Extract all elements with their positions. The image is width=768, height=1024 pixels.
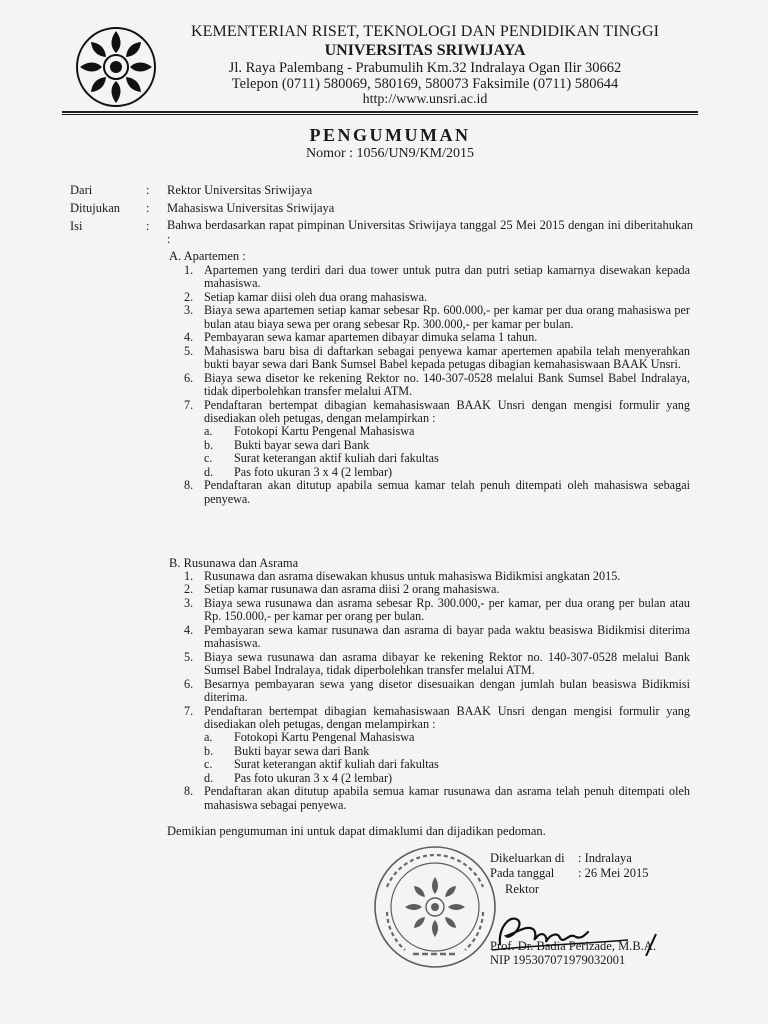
intro-paragraph: Bahwa berdasarkan rapat pimpinan Universitas Sriwijaya tanggal 25 Mei 2015 dengan ini diberitahukan : xyxy=(167,218,693,246)
attachment-item: c. Surat keterangan aktif kuliah dari fakultas xyxy=(204,451,439,466)
signatory-role: Rektor xyxy=(505,882,540,896)
list-item: 2. Setiap kamar diisi oleh dua orang mahasiswa. xyxy=(184,289,428,304)
list-item: 3. Biaya sewa apartemen setiap kamar sebesar Rp. 600.000,- per kamar per dua orang mahasiswa per bulan atau biaya sewa per orang sebesar Rp. 300.000,- per kamar per bulan. xyxy=(184,303,690,331)
attachment-item: a. Fotokopi Kartu Pengenal Mahasiswa xyxy=(204,424,415,439)
section-a-list xyxy=(184,264,690,506)
meta-label-content: Isi xyxy=(70,219,83,233)
list-item: 1. Apartemen yang terdiri dari dua tower untuk putra dan putri setiap kamarnya disewakan kepada mahasiswa. xyxy=(184,263,690,291)
issued-place-label: Dikeluarkan di xyxy=(490,851,565,865)
attachment-item: c. Surat keterangan aktif kuliah dari fakultas xyxy=(204,757,439,772)
official-stamp xyxy=(365,842,505,972)
list-item: 7. Pendaftaran bertempat dibagian kemahasiswaan BAAK Unsri dengan mengisi formulir yang disediakan oleh petugas, dengan melampirkan : a. Fotokopi Kartu Pengenal Mahasiswa b. Bukti bayar sewa dari Bank c. Surat keterangan aktif kuliah dari fakultas d. Pas foto ukuran 3 x 4 (2 lembar) xyxy=(184,397,690,479)
meta-colon: : xyxy=(146,219,150,233)
letterhead-phone: Telepon (0711) 580069, 580169, 580073 Faksimile (0711) 580644 xyxy=(231,76,619,92)
letterhead-divider-thin xyxy=(62,114,698,115)
attachment-item: d. Pas foto ukuran 3 x 4 (2 lembar) xyxy=(204,464,393,479)
meta-label-to: Ditujukan xyxy=(70,201,120,215)
meta-colon: : xyxy=(146,183,150,197)
list-item: 7. Pendaftaran bertempat dibagian kemahasiswaan BAAK Unsri dengan mengisi formulir yang disediakan oleh petugas, dengan melampirkan : a. Fotokopi Kartu Pengenal Mahasiswa b. Bukti bayar sewa dari Bank c. Surat keterangan aktif kuliah dari fakultas d. Pas foto ukuran 3 x 4 (2 lembar) xyxy=(184,703,690,785)
signatory-nip: NIP 195307071979032001 xyxy=(490,953,626,967)
letterhead-website: http://www.unsri.ac.id xyxy=(362,92,488,107)
list-item: 2. Setiap kamar rusunawa dan asrama diisi 2 orang mahasiswa. xyxy=(184,582,500,597)
section-b-list xyxy=(184,570,690,812)
list-item: 5. Mahasiswa baru bisa di daftarkan sebagai penyewa kamar apertemen apabila telah menyerahkan bukti bayar sewa dari Bank Sumsel Babel kepada petugas dibagian kemahasiswaan BAAK Unsri. xyxy=(184,343,690,372)
document-title: PENGUMUMAN xyxy=(309,125,471,145)
list-item: 8. Pendaftaran akan ditutup apabila semua kamar telah penuh ditempati oleh mahasiswa sebagai penyewa. xyxy=(184,478,690,506)
section-b-heading: B. Rusunawa dan Asrama xyxy=(169,556,299,570)
signatory-name: Prof. Dr. Badia Perizade, M.B.A. xyxy=(490,939,656,953)
list-item: 1. Rusunawa dan asrama disewakan khusus untuk mahasiswa Bidikmisi angkatan 2015. xyxy=(184,569,621,583)
issued-date-value: : 26 Mei 2015 xyxy=(578,866,649,880)
attachment-item: b. Bukti bayar sewa dari Bank xyxy=(204,437,370,452)
letterhead-address: Jl. Raya Palembang - Prabumulih Km.32 Indralaya Ogan Ilir 30662 xyxy=(228,60,622,76)
list-item: 6. Besarnya pembayaran sewa yang disetor disesuaikan dengan jumlah bulan beasiswa Bidikmisi diterima. xyxy=(184,676,690,705)
meta-label-from: Dari xyxy=(70,183,93,197)
closing-statement: Demikian pengumuman ini untuk dapat dimaklumi dan dijadikan pedoman. xyxy=(167,824,546,838)
document-number: Nomor : 1056/UN9/KM/2015 xyxy=(306,146,474,161)
list-item: 8. Pendaftaran akan ditutup apabila semua kamar rusunawa dan asrama telah penuh ditempati oleh mahasiswa sebagai penyewa. xyxy=(184,784,690,812)
list-item: 3. Biaya sewa rusunawa dan asrama sebesar Rp. 300.000,- per kamar, per dua orang per bulan atau Rp. 150.000,- per kamar per orang per bulan. xyxy=(184,595,690,624)
attachment-item: b. Bukti bayar sewa dari Bank xyxy=(204,743,370,758)
list-item: 5. Biaya sewa rusunawa dan asrama dibayar ke rekening Rektor no. 140-307-0528 melalui Bank Sumsel Babel Indralaya, tidak diperbolehkan transfer melalui ATM. xyxy=(184,649,690,678)
issued-place-value: : Indralaya xyxy=(578,851,632,865)
attachment-item: d. Pas foto ukuran 3 x 4 (2 lembar) xyxy=(204,770,393,785)
letterhead-divider xyxy=(62,111,698,113)
section-a-heading: A. Apartemen : xyxy=(169,249,246,263)
list-item: 6. Biaya sewa disetor ke rekening Rektor no. 140-307-0528 melalui Bank Sumsel Babel Indralaya, tidak diperbolehkan transfer melalui ATM. xyxy=(184,370,690,399)
issued-date-label: Pada tanggal xyxy=(490,866,555,880)
list-item: 4. Pembayaran sewa kamar rusunawa dan asrama di bayar pada waktu beasiswa Bidikmisi diterima mahasiswa. xyxy=(184,622,690,651)
attachment-item: a. Fotokopi Kartu Pengenal Mahasiswa xyxy=(204,730,415,745)
letterhead-university: UNIVERSITAS SRIWIJAYA xyxy=(324,42,526,59)
letterhead-ministry: KEMENTERIAN RISET, TEKNOLOGI DAN PENDIDIKAN TINGGI xyxy=(190,23,660,40)
attachment-list xyxy=(204,731,690,785)
list-item: 4. Pembayaran sewa kamar apartemen dibayar dimuka selama 1 tahun. xyxy=(184,330,538,345)
meta-colon: : xyxy=(146,201,150,215)
university-logo xyxy=(74,25,158,109)
meta-value-to: Mahasiswa Universitas Sriwijaya xyxy=(167,201,335,215)
meta-value-from: Rektor Universitas Sriwijaya xyxy=(167,183,313,197)
attachment-list xyxy=(204,425,690,479)
